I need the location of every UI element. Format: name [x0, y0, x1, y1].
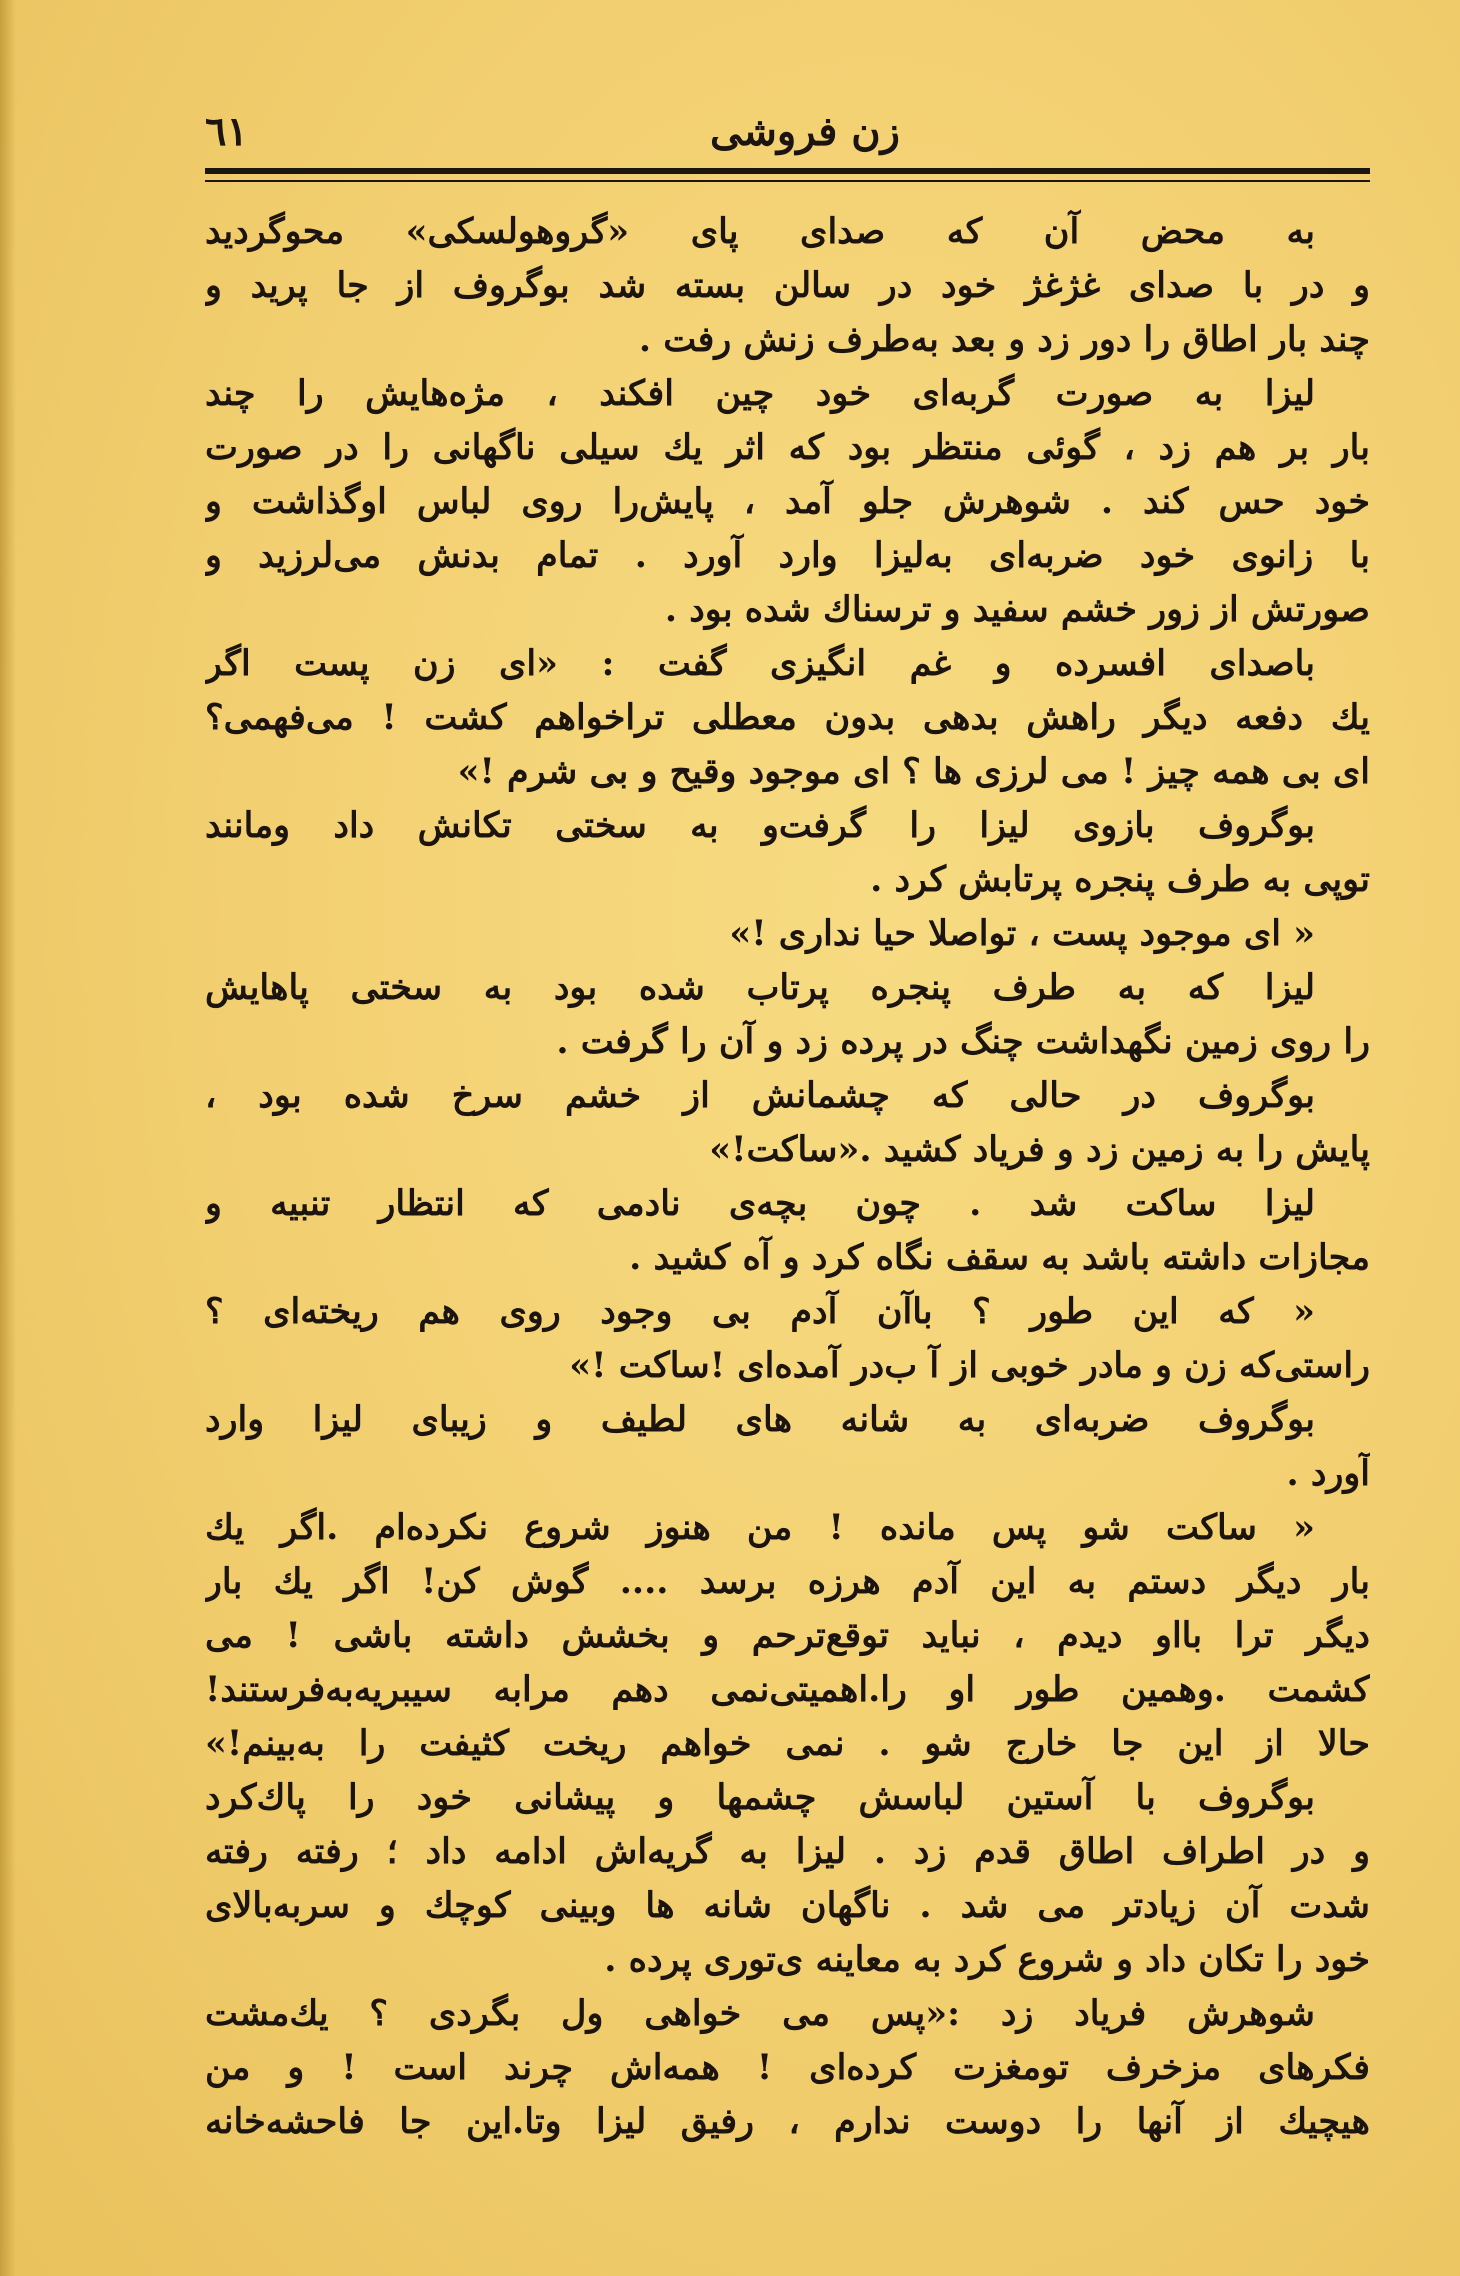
text-line: راستی‌که زن و مادر خوبی از آ ب‌در آمده‌ای !ساکت !»	[569, 1345, 1370, 1386]
text-line: توپی به طرف پنجره پرتابش کرد .	[870, 859, 1370, 900]
text-line: « که این طور ؟ باآن آدم بی وجود روی هم ریخته‌ای ؟	[205, 1291, 1315, 1332]
text-line: پایش را به زمین زد و فریاد کشید .«ساکت!»	[709, 1129, 1370, 1170]
text-line: را روی زمین نگهداشت چنگ در پرده زد و آن را گرفت .	[556, 1021, 1370, 1062]
text-line: « ساکت شو پس مانده ! من هنوز شروع نکرده‌ام .اگر یك	[205, 1507, 1315, 1548]
page-edge-shadow	[0, 0, 16, 2276]
text-line: دیگر ترا بااو دیدم ، نباید توقع‌ترحم و بخشش داشته باشی ! می	[205, 1615, 1370, 1656]
text-line: به محض آن که صدای پای «گروهولسکی» محوگردید	[205, 211, 1315, 252]
text-line: باصدای افسرده و غم انگیزی گفت : «ای زن پست اگر	[205, 643, 1315, 684]
text-line: هیچیك از آنها را دوست ندارم ، رفیق لیزا وتا.این جا فاحشه‌خانه	[205, 2101, 1370, 2142]
text-line: و در با صدای غژغژ خود در سالن بسته شد بوگروف از جا پرید و	[205, 265, 1370, 306]
text-line: فکرهای مزخرف تومغزت کرده‌ای ! همه‌اش چرند است ! و من	[205, 2047, 1370, 2088]
text-line: بوگروف با آستین لباسش چشمها و پیشانی خود را پاك‌کرد	[205, 1777, 1315, 1818]
text-line: بوگروف بازوی لیزا را گرفت‌و به سختی تکانش داد ومانند	[205, 805, 1315, 846]
text-line: لیزا ساکت شد . چون بچه‌ی نادمی که انتظار تنبیه و	[205, 1183, 1315, 1224]
text-line: « ای موجود پست ، تواصلا حیا نداری !»	[729, 913, 1315, 954]
text-line: آورد .	[1286, 1453, 1370, 1494]
text-line: بوگروف در حالی که چشمانش از خشم سرخ شده بود ،	[205, 1075, 1315, 1116]
text-line: لیزا که به طرف پنجره پرتاب شده بود به سختی پاهایش	[205, 967, 1315, 1008]
text-line: خود را تکان داد و شروع کرد به معاینه ی‌توری پرده .	[604, 1939, 1370, 1980]
text-line: چند بار اطاق را دور زد و بعد به‌طرف زنش رفت .	[638, 319, 1370, 360]
text-line: کشمت .وهمین طور او را.اهمیتی‌نمی دهم مرابه سیبریه‌به‌فرستند!	[205, 1669, 1370, 1710]
header-rule-thick	[205, 168, 1370, 174]
header-rule-thin	[205, 180, 1370, 182]
text-line: لیزا به صورت گربه‌ای خود چین افکند ، مژه‌هایش را چند	[205, 373, 1315, 414]
text-line: بار بر هم زد ، گوئی منتظر بود که اثر یك سیلی ناگهانی را در صورت	[205, 427, 1370, 468]
body-text	[205, 205, 1370, 2149]
text-line: شدت آن زیادتر می شد . ناگهان شانه ها وبینی کوچك و سربه‌بالای	[205, 1885, 1370, 1926]
text-line: با زانوی خود ضربه‌ای به‌لیزا وارد آورد . تمام بدنش می‌لرزید و	[205, 535, 1370, 576]
text-line: مجازات داشته باشد به سقف نگاه کرد و آه کشید .	[629, 1237, 1370, 1278]
text-line: صورتش از زور خشم سفید و ترسناك شده بود .	[664, 589, 1370, 630]
page-header	[205, 108, 1370, 168]
page-number: ٦١	[205, 108, 248, 155]
text-line: حالا از این جا خارج شو . نمی خواهم ریخت کثیفت را به‌بینم!»	[205, 1723, 1370, 1764]
text-line: و در اطراف اطاق قدم زد . لیزا به گریه‌اش ادامه داد ؛ رفته رفته	[205, 1831, 1370, 1872]
running-title: زن فروشی	[710, 108, 900, 155]
text-line: خود حس کند . شوهرش جلو آمد ، پایش‌را روی لباس اوگذاشت و	[205, 481, 1370, 522]
text-line: یك دفعه دیگر راهش بدهی بدون معطلی تراخواهم کشت ! می‌فهمی؟	[205, 697, 1370, 738]
text-line: بوگروف ضربه‌ای به شانه های لطیف و زیبای لیزا وارد	[205, 1399, 1315, 1440]
text-line: بار دیگر دستم به این آدم هرزه برسد .... گوش کن! اگر یك بار	[205, 1561, 1370, 1602]
text-line: ای بی همه چیز ! می لرزی ها ؟ ای موجود وقیح و بی شرم !»	[457, 751, 1370, 792]
text-line: شوهرش فریاد زد :«پس می خواهی ول بگردی ؟ یك‌مشت	[205, 1993, 1315, 2034]
